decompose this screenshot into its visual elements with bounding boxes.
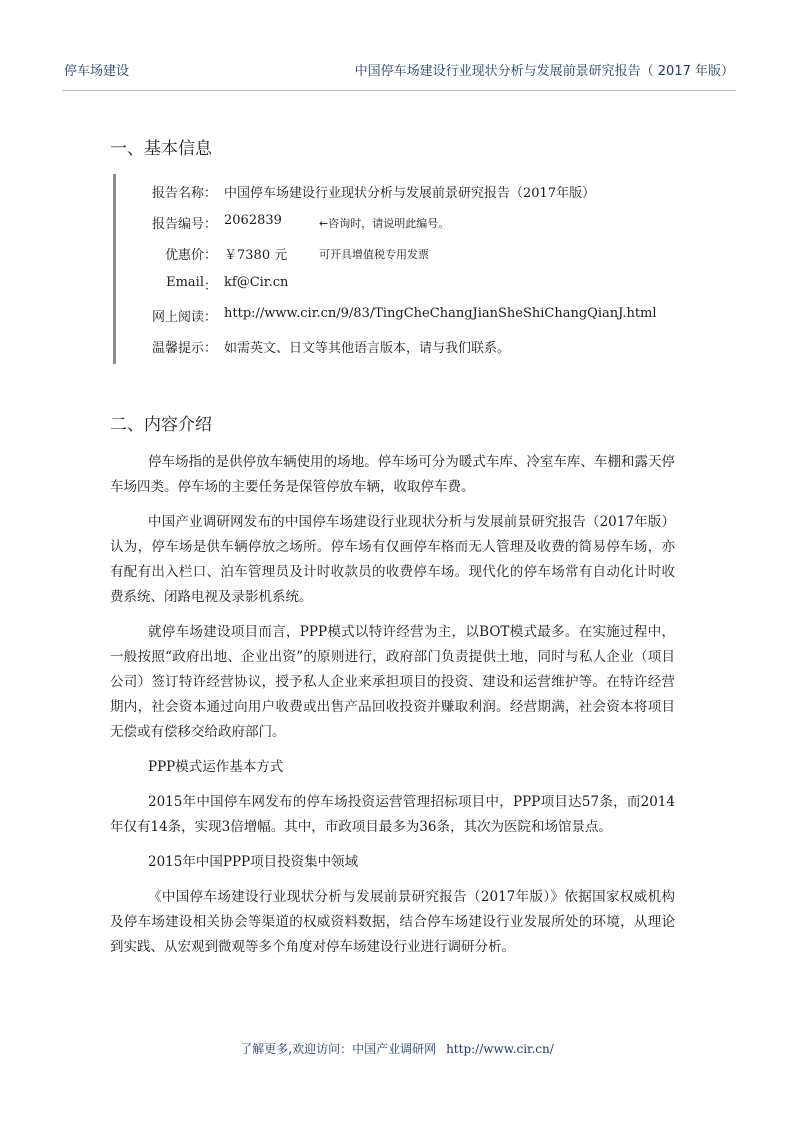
footer-text: 了解更多,欢迎访问：中国产业调研网 <box>240 1042 437 1056</box>
paragraph: 中国产业调研网发布的中国停车场建设行业现状分析与发展前景研究报告（2017年版）认为，停车场是供车辆停放之场所。停车场有仅画停车格而无人管理及收费的简易停车场，亦有配有出入栏口、泊车管理员及计时收款员的收费停车场。现代化的停车场常有自动化计时收费系统、闭路电视及录影机系统。 <box>110 514 675 605</box>
info-label: 报告名称 <box>151 186 204 201</box>
paragraph: 《中国停车场建设行业现状分析与发展前景研究报告（2017年版）》依据国家权威机构及停车场建设相关协会等渠道的权威资料数据，结合停车场建设行业发展所处的环境，从理论到实践、从宏观到微观等多个角度对停车场建设行业进行调研分析。 <box>110 889 675 955</box>
info-label: Email <box>166 275 204 290</box>
paragraph: 停车场指的是供停放车辆使用的场地。停车场可分为暖式车库、冷室车库、车棚和露天停车场四类。停车场的主要任务是保管停放车辆，收取停车费。 <box>110 454 675 495</box>
info-value: 2062839 <box>224 213 282 228</box>
content-body <box>110 450 675 970</box>
info-label: 温馨提示 <box>151 341 204 356</box>
page-header <box>62 52 736 91</box>
info-note: 可开具增值税专用发票 <box>319 248 429 261</box>
footer-url-link[interactable]: http://www.cir.cn/ <box>446 1042 554 1056</box>
section-content-intro-title: 二、内容介绍 <box>110 415 212 435</box>
section-basic-info-title: 一、基本信息 <box>110 139 212 159</box>
info-value: 如需英文、日文等其他语言版本，请与我们联系。 <box>224 341 511 356</box>
info-note: ←咨询时，请说明此编号。 <box>319 217 450 230</box>
info-label: 优惠价 <box>164 248 204 263</box>
page-footer <box>0 1040 794 1057</box>
info-label: 报告编号 <box>151 217 204 232</box>
paragraph: 就停车场建设项目而言，PPP模式以特许经营为主，以BOT模式最多。在实施过程中，一般按照“政府出地、企业出资”的原则进行，政府部门负责提供土地，同时与私人企业（项目公司）签订特许经营协议，授予私人企业来承担项目的投资、建设和运营维护等。在特许经营期内，社会资本通过向用户收费或出售产品回收投资并赚取利润。经营期满，社会资本将项目无偿或有偿移交给政府部门。 <box>110 624 675 740</box>
figure-caption: PPP模式运作基本方式 <box>148 759 284 775</box>
info-value: ￥7380 元 <box>224 248 288 263</box>
header-category: 停车场建设 <box>64 64 130 79</box>
info-label: 网上阅读 <box>151 310 204 325</box>
basic-info-box: 报告名称 ： 中国停车场建设行业现状分析与发展前景研究报告（2017年版） 报告编号 ： 2062839 ←咨询时，请说明此编号。 优惠价 ： ￥7380 元 可开具增值税专用发票 Email ： kf@Cir.cn 网上阅读 ： http://www.cir.cn/9/83/TingCheChangJianSheShiChangQianJ.html 温馨提示 ： 如需英文、日文等其他语言版本，请与我们联系。 <box>113 174 696 364</box>
info-online-link[interactable]: http://www.cir.cn/9/83/TingCheChangJianSheShiChangQianJ.html <box>224 306 657 321</box>
info-email-link[interactable]: kf@Cir.cn <box>224 275 289 290</box>
header-report-title: 中国停车场建设行业现状分析与发展前景研究报告（ 2017 年版） <box>354 64 734 79</box>
paragraph: 2015年中国停车网发布的停车场投资运营管理招标项目中，PPP项目达57条，而2014年仅有14条，实现3倍增幅。其中，市政项目最多为36条，其次为医院和场馆景点。 <box>110 794 675 835</box>
figure-caption: 2015年中国PPP项目投资集中领域 <box>148 854 359 870</box>
info-value: 中国停车场建设行业现状分析与发展前景研究报告（2017年版） <box>224 186 596 201</box>
